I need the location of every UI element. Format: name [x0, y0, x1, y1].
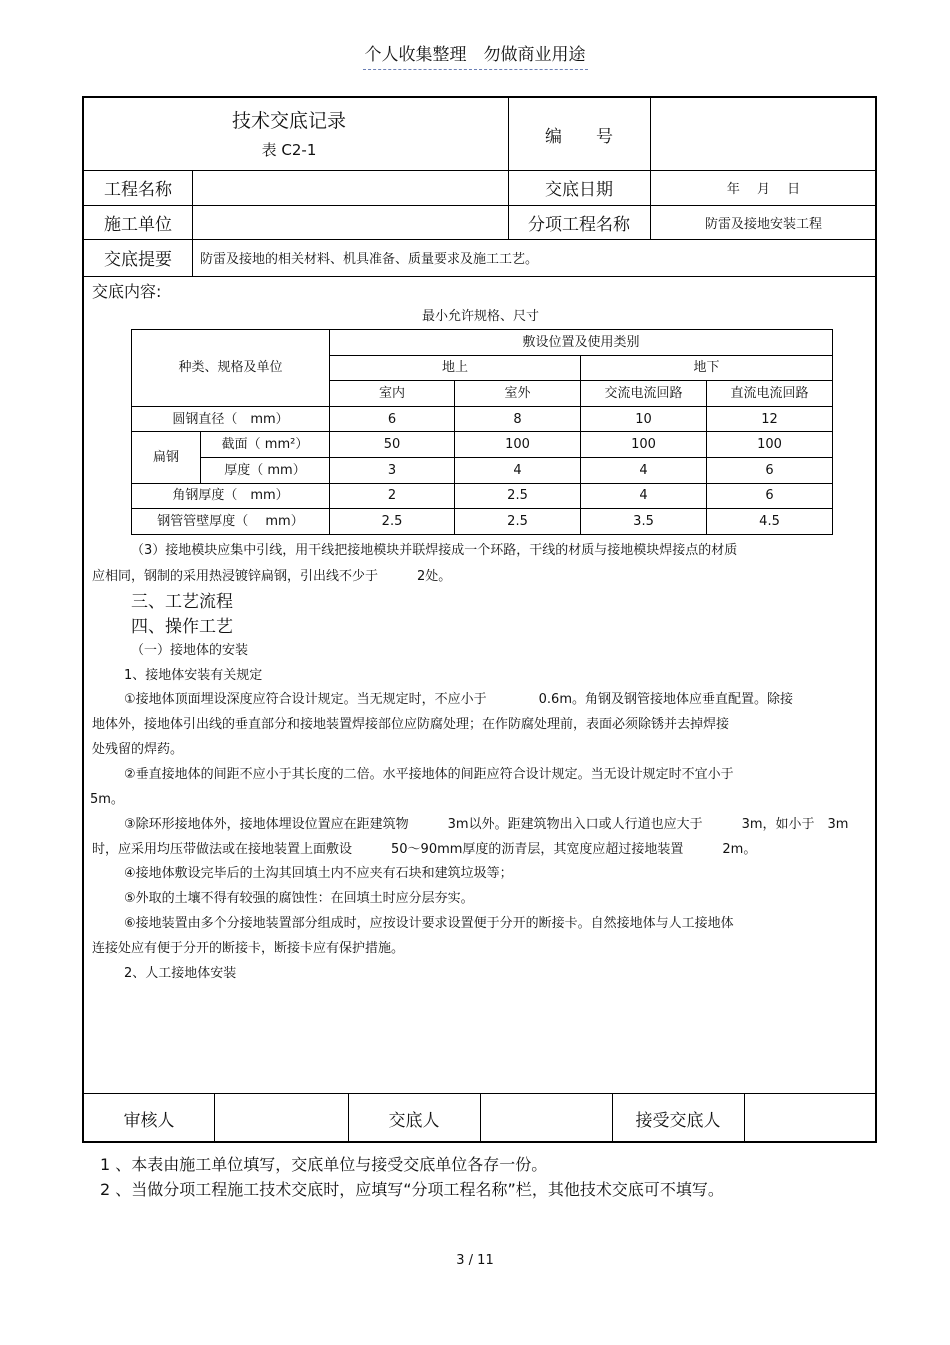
- reviewer-field[interactable]: [214, 1093, 348, 1143]
- row-label: 角钢厚度（ mm）: [132, 483, 330, 509]
- reviewer-label: 审核人: [123, 1110, 175, 1131]
- paragraph: 连接处应有便于分开的断接卡，断接卡应有保护措施。: [92, 941, 405, 956]
- paragraph: ⑤外取的土壤不得有较强的腐蚀性：在回填土时应分层夯实。: [124, 891, 474, 906]
- date-label: 交底日期: [545, 180, 613, 200]
- discloser-field[interactable]: [480, 1093, 612, 1143]
- note-2: 2 、当做分项工程施工技术交底时，应填写“分项工程名称”栏，其他技术交底可不填写。: [100, 1180, 724, 1199]
- col-group-header: 敷设位置及使用类别: [330, 330, 833, 356]
- paragraph: ④接地体敷设完毕后的土沟其回填土内不应夹有石块和建筑垃圾等；: [124, 866, 513, 881]
- receiver-field[interactable]: [744, 1093, 877, 1143]
- cell-value: 6: [707, 483, 833, 509]
- table-row: [132, 483, 833, 509]
- cell-value: 100: [455, 432, 581, 458]
- date-field[interactable]: 年 月 日: [726, 182, 801, 197]
- contractor-label: 施工单位: [104, 214, 172, 235]
- section-heading: 三、工艺流程: [131, 592, 233, 612]
- cell-value: 2.5: [455, 483, 581, 509]
- paragraph: 处残留的焊药。: [92, 742, 184, 757]
- row-divider: [84, 276, 875, 277]
- cell-value: 6: [330, 406, 455, 432]
- cell-value: 100: [581, 432, 707, 458]
- header-note: [0, 40, 950, 65]
- paragraph: 5m。: [90, 792, 124, 807]
- paragraph: ⑥接地装置由多个分接地装置部分组成时，应按设计要求设置便于分开的断接卡。自然接地体与人工接地体: [124, 916, 734, 931]
- cell-value: 8: [455, 406, 581, 432]
- cell-value: 4: [581, 457, 707, 483]
- disclosure-form: [82, 96, 877, 1143]
- cell-value: 3.5: [581, 509, 707, 535]
- cell-value: 2: [330, 483, 455, 509]
- cell-value: 4: [455, 457, 581, 483]
- paragraph: （3）接地模块应集中引线，用干线把接地模块并联焊接成一个环路，干线的材质与接地模块焊接点的材质: [131, 543, 738, 558]
- cell-value: 4.5: [707, 509, 833, 535]
- note-1: 1 、本表由施工单位填写，交底单位与接受交底单位各存一份。: [100, 1155, 548, 1174]
- page-number: 3 / 11: [456, 1253, 494, 1268]
- paragraph: 应相同，钢制的采用热浸镀锌扁钢，引出线不少于 2处。: [92, 569, 452, 584]
- row-label: 截面（ mm²）: [201, 432, 330, 458]
- above-ground-header: 地上: [330, 355, 581, 381]
- row-label: 厚度（ mm）: [201, 457, 330, 483]
- below-ground-header: 地下: [581, 355, 833, 381]
- project-name-field[interactable]: [192, 170, 508, 205]
- summary-field[interactable]: 防雷及接地的相关材料、机具准备、质量要求及施工工艺。: [200, 252, 539, 267]
- summary-label: 交底提要: [104, 250, 172, 270]
- row-label: 圆钢直径（ mm）: [132, 406, 330, 432]
- sub-project-field[interactable]: 防雷及接地安装工程: [704, 216, 822, 232]
- paragraph: 1、接地体安装有关规定: [124, 668, 263, 683]
- receiver-label: 接受交底人: [635, 1110, 721, 1131]
- serial-field[interactable]: [650, 98, 877, 170]
- table-row: [132, 457, 833, 483]
- section-heading: 四、操作工艺: [131, 617, 233, 637]
- table-row: [132, 509, 833, 535]
- cell-value: 2.5: [455, 509, 581, 535]
- discloser-label: 交底人: [388, 1110, 440, 1131]
- sub-header-dc: 直流电流回路: [707, 381, 833, 407]
- paragraph: （一）接地体的安装: [131, 643, 249, 658]
- paragraph: 时，应采用均压带做法或在接地装置上面敷设 50～90mm厚度的沥青层，其宽度应超过接地装置 2m。: [92, 842, 757, 857]
- contractor-field[interactable]: [192, 205, 508, 239]
- sub-header-ac: 交流电流回路: [581, 381, 707, 407]
- cell-value: 50: [330, 432, 455, 458]
- row-label: 钢管管壁厚度（ mm）: [132, 509, 330, 535]
- paragraph: ①接地体顶面埋设深度应符合设计规定。当无规定时，不应小于 0.6m。角钢及钢管接地体应垂直配置。除接: [124, 692, 793, 707]
- form-title: 技术交底记录: [231, 109, 346, 132]
- cell-value: 4: [581, 483, 707, 509]
- table-caption: 最小允许规格、尺寸: [421, 309, 539, 324]
- project-name-label: 工程名称: [104, 180, 172, 200]
- paragraph: 2、人工接地体安装: [124, 966, 237, 981]
- cell-value: 2.5: [330, 509, 455, 535]
- cell-value: 100: [707, 432, 833, 458]
- paragraph: ②垂直接地体的间距不应小于其长度的二倍。水平接地体的间距应符合设计规定。当无设计规定时不宜小于: [124, 767, 734, 782]
- cell-value: 12: [707, 406, 833, 432]
- cell-value: 6: [707, 457, 833, 483]
- spec-table: [131, 329, 833, 535]
- cell-value: 3: [330, 457, 455, 483]
- form-code: 表 C2-1: [261, 140, 317, 159]
- sub-header-indoor: 室内: [330, 381, 455, 407]
- sub-header-outdoor: 室外: [455, 381, 581, 407]
- table-row: [132, 432, 833, 458]
- serial-label: 编 号: [545, 126, 613, 147]
- flat-steel-label: 扁钢: [132, 432, 201, 483]
- cell-value: 10: [581, 406, 707, 432]
- paragraph: ③除环形接地体外，接地体埋设位置应在距建筑物 3m以外。距建筑物出入口或人行道也应大于 3m，如小于 3m: [124, 817, 849, 832]
- table-row: [132, 406, 833, 432]
- content-label: 交底内容:: [92, 282, 162, 301]
- paragraph: 地体外，接地体引出线的垂直部分和接地装置焊接部位应防腐处理；在作防腐处理前，表面必须除锈并去掉焊接: [92, 717, 730, 732]
- col-type-header: 种类、规格及单位: [132, 330, 330, 407]
- sub-project-label: 分项工程名称: [528, 214, 630, 235]
- header-note-text: 个人收集整理 勿做商业用途: [363, 45, 588, 70]
